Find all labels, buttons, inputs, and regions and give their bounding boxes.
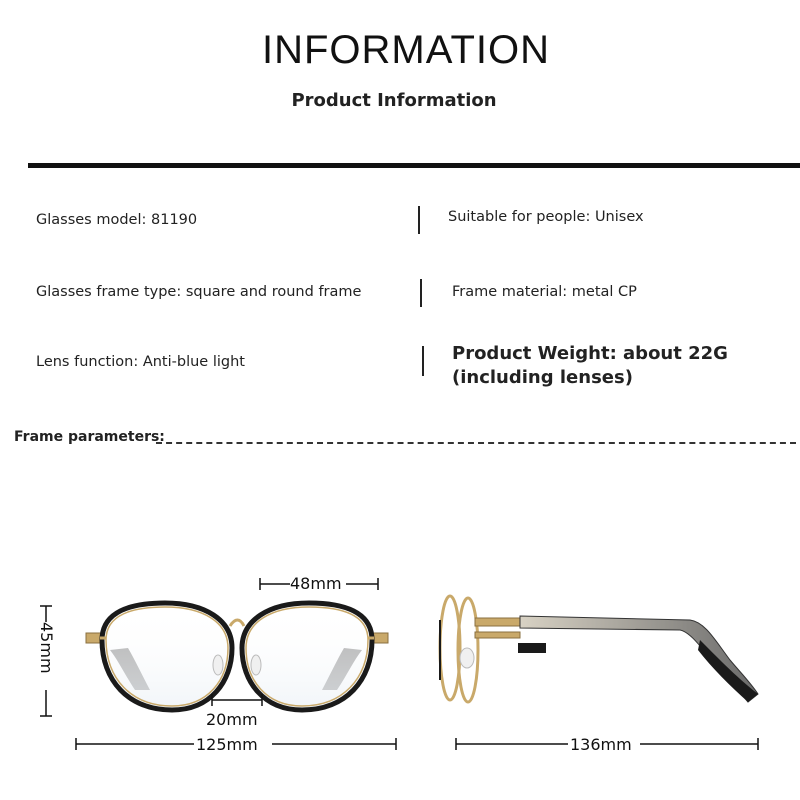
spec-model: Glasses model: 81190 [36,212,198,228]
glasses-side-view [440,596,758,702]
bridge-width-label: 20mm [206,710,258,729]
lens-height-label: 45mm [37,622,56,674]
nose-pad-right [251,655,261,675]
spec-frame-type: Glasses frame type: square and round frame [36,284,362,300]
temple-arm [520,616,758,702]
temple-band [518,643,546,653]
frame-width-label: 125mm [196,735,258,754]
glasses-front-view [86,603,388,710]
spec-suitable: Suitable for people: Unisex [448,209,644,225]
page-subtitle: Product Information [291,90,497,111]
spec-lens-function: Lens function: Anti-blue light [36,354,245,370]
page-title: INFORMATION [261,28,550,72]
lens-width-label: 48mm [290,574,342,593]
bridge [230,620,244,626]
spec-weight: Product Weight: about 22G (including lenses) [452,343,728,388]
frame-parameters-label: Frame parameters: [14,429,165,445]
side-nose-pad [460,648,474,668]
nose-pad-left [213,655,223,675]
spec-material: Frame material: metal CP [452,284,637,300]
temple-length-label: 136mm [570,735,632,754]
temple-tip [698,640,758,702]
